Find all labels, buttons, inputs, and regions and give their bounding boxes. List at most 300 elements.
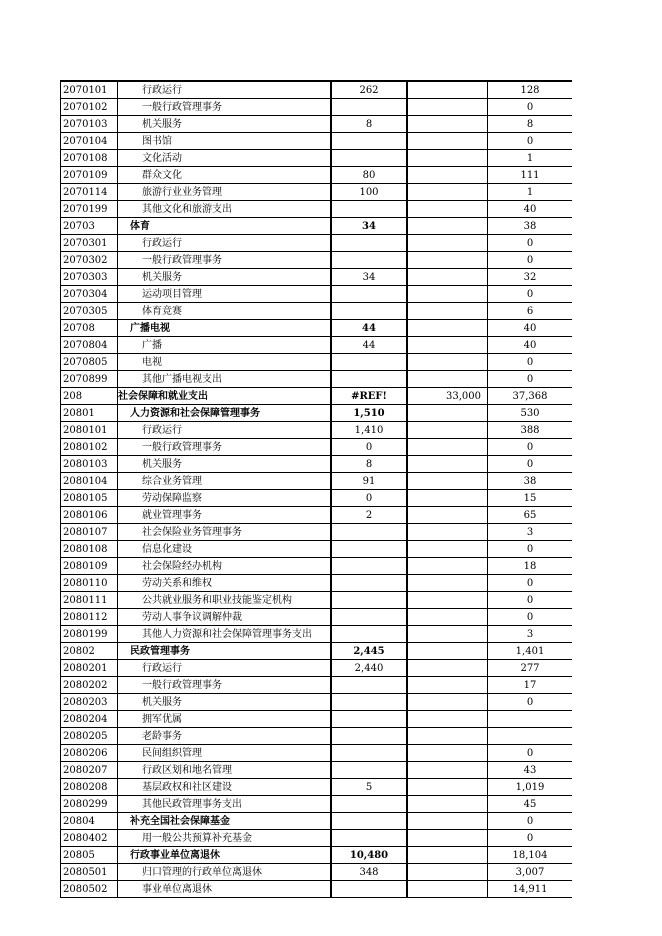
value-cell-1[interactable]: 34	[331, 218, 407, 235]
value-cell-3[interactable]: 128	[488, 81, 573, 99]
name-cell[interactable]	[118, 371, 332, 388]
code-cell[interactable]: 2080108	[61, 541, 118, 558]
table-row	[61, 371, 573, 388]
name-cell[interactable]	[118, 337, 332, 354]
name-cell[interactable]	[118, 422, 332, 439]
value-cell-3[interactable]: 40	[488, 201, 573, 218]
value-cell-1[interactable]: #REF!	[331, 388, 407, 405]
value-cell-3[interactable]: 0	[488, 694, 573, 711]
code-cell[interactable]: 2080299	[61, 796, 118, 813]
value-cell-3[interactable]: 0	[488, 286, 573, 303]
table-row	[61, 269, 573, 286]
value-cell-2[interactable]	[407, 456, 488, 473]
code-cell[interactable]: 2080105	[61, 490, 118, 507]
value-cell-2[interactable]	[407, 592, 488, 609]
name-cell[interactable]	[118, 592, 332, 609]
value-cell-1[interactable]	[331, 881, 407, 898]
value-cell-1[interactable]	[331, 677, 407, 694]
name-cell[interactable]	[118, 609, 332, 626]
code-cell[interactable]: 2070199	[61, 201, 118, 218]
value-cell-3[interactable]: 0	[488, 830, 573, 847]
name-cell[interactable]	[118, 575, 332, 592]
name-cell[interactable]	[118, 779, 332, 796]
name-cell[interactable]	[118, 99, 332, 116]
value-cell-1[interactable]: 262	[331, 81, 407, 99]
value-cell-3[interactable]: 1	[488, 184, 573, 201]
value-cell-1[interactable]: 44	[331, 337, 407, 354]
value-cell-1[interactable]: 0	[331, 439, 407, 456]
value-cell-1[interactable]: 91	[331, 473, 407, 490]
value-cell-3[interactable]: 277	[488, 660, 573, 677]
value-cell-3[interactable]: 3	[488, 626, 573, 643]
value-cell-1[interactable]: 8	[331, 116, 407, 133]
name-cell[interactable]	[118, 864, 332, 881]
item-name-text: 一般行政管理事务	[142, 254, 222, 266]
item-name-text: 民间组织管理	[142, 747, 202, 759]
name-cell[interactable]	[118, 558, 332, 575]
value-cell-2[interactable]	[407, 150, 488, 167]
item-name-text: 一般行政管理事务	[142, 679, 222, 691]
table-row	[61, 320, 573, 337]
item-name-text: 民政管理事务	[130, 645, 190, 657]
value-cell-3[interactable]: 43	[488, 762, 573, 779]
value-cell-3[interactable]: 0	[488, 541, 573, 558]
name-cell[interactable]	[118, 133, 332, 150]
value-cell-2[interactable]	[407, 303, 488, 320]
name-cell[interactable]	[118, 235, 332, 252]
value-cell-2[interactable]	[407, 184, 488, 201]
code-cell[interactable]: 2070114	[61, 184, 118, 201]
code-cell[interactable]: 2070109	[61, 167, 118, 184]
code-cell[interactable]: 20802	[61, 643, 118, 660]
code-cell[interactable]: 2070108	[61, 150, 118, 167]
value-cell-2[interactable]	[407, 286, 488, 303]
code-cell[interactable]: 2070899	[61, 371, 118, 388]
value-cell-1[interactable]	[331, 133, 407, 150]
value-cell-2[interactable]	[407, 762, 488, 779]
code-cell[interactable]: 2080208	[61, 779, 118, 796]
value-cell-3[interactable]: 0	[488, 745, 573, 762]
item-name-text: 老龄事务	[142, 730, 182, 742]
code-cell[interactable]: 2070305	[61, 303, 118, 320]
value-cell-2[interactable]	[407, 337, 488, 354]
value-cell-3[interactable]: 40	[488, 320, 573, 337]
value-cell-1[interactable]: 80	[331, 167, 407, 184]
code-cell[interactable]: 2080104	[61, 473, 118, 490]
value-cell-2[interactable]	[407, 609, 488, 626]
item-name-text: 拥军优属	[142, 713, 182, 725]
code-cell[interactable]: 20708	[61, 320, 118, 337]
value-cell-3[interactable]: 14,911	[488, 881, 573, 898]
table-row	[61, 626, 573, 643]
value-cell-3[interactable]: 8	[488, 116, 573, 133]
value-cell-1[interactable]	[331, 558, 407, 575]
value-cell-3[interactable]: 45	[488, 796, 573, 813]
value-cell-1[interactable]	[331, 235, 407, 252]
item-name-text: 行政运行	[142, 424, 182, 436]
code-cell[interactable]: 2070301	[61, 235, 118, 252]
code-cell[interactable]: 2080110	[61, 575, 118, 592]
value-cell-3[interactable]: 0	[488, 133, 573, 150]
value-cell-1[interactable]: 8	[331, 456, 407, 473]
value-cell-1[interactable]	[331, 354, 407, 371]
value-cell-2[interactable]	[407, 541, 488, 558]
code-cell[interactable]: 2070101	[61, 81, 118, 99]
name-cell[interactable]	[118, 643, 332, 660]
item-name-text: 机关服务	[142, 271, 182, 283]
value-cell-3[interactable]: 0	[488, 575, 573, 592]
code-cell[interactable]: 2080101	[61, 422, 118, 439]
code-cell[interactable]: 2070804	[61, 337, 118, 354]
value-cell-3[interactable]: 0	[488, 235, 573, 252]
value-cell-2[interactable]	[407, 524, 488, 541]
item-name-text: 其他广播电视支出	[142, 373, 222, 385]
value-cell-1[interactable]	[331, 694, 407, 711]
name-cell[interactable]	[118, 184, 332, 201]
code-cell[interactable]: 208	[61, 388, 118, 405]
value-cell-2[interactable]	[407, 133, 488, 150]
value-cell-2[interactable]	[407, 558, 488, 575]
item-name-text: 其他人力资源和社会保障管理事务支出	[142, 628, 312, 640]
value-cell-3[interactable]	[488, 711, 573, 728]
table-row	[61, 252, 573, 269]
table-row	[61, 711, 573, 728]
value-cell-3[interactable]: 0	[488, 439, 573, 456]
value-cell-1[interactable]	[331, 150, 407, 167]
code-cell[interactable]: 2080112	[61, 609, 118, 626]
value-cell-1[interactable]	[331, 575, 407, 592]
item-name-text: 文化活动	[142, 152, 182, 164]
value-cell-1[interactable]	[331, 252, 407, 269]
code-cell[interactable]: 2080111	[61, 592, 118, 609]
item-name-text: 机关服务	[142, 458, 182, 470]
name-cell[interactable]	[118, 524, 332, 541]
table-row	[61, 881, 573, 898]
value-cell-3[interactable]: 15	[488, 490, 573, 507]
value-cell-1[interactable]	[331, 745, 407, 762]
value-cell-3[interactable]: 32	[488, 269, 573, 286]
name-cell[interactable]	[118, 796, 332, 813]
value-cell-1[interactable]: 2,445	[331, 643, 407, 660]
item-name-text: 机关服务	[142, 118, 182, 130]
code-cell[interactable]: 2080106	[61, 507, 118, 524]
value-cell-2[interactable]	[407, 745, 488, 762]
table-row	[61, 116, 573, 133]
item-name-text: 群众文化	[142, 169, 182, 181]
name-cell[interactable]	[118, 762, 332, 779]
value-cell-3[interactable]: 0	[488, 592, 573, 609]
name-cell[interactable]	[118, 405, 332, 422]
value-cell-1[interactable]: 34	[331, 269, 407, 286]
code-cell[interactable]: 2080501	[61, 864, 118, 881]
value-cell-3[interactable]: 3,007	[488, 864, 573, 881]
code-cell[interactable]: 2080203	[61, 694, 118, 711]
value-cell-2[interactable]	[407, 201, 488, 218]
name-cell[interactable]	[118, 439, 332, 456]
item-name-text: 广播	[142, 339, 162, 351]
item-name-text: 劳动保障监察	[142, 492, 202, 504]
value-cell-3[interactable]: 38	[488, 473, 573, 490]
value-cell-2[interactable]	[407, 643, 488, 660]
value-cell-3[interactable]: 0	[488, 354, 573, 371]
table-row	[61, 456, 573, 473]
value-cell-1[interactable]	[331, 371, 407, 388]
name-cell[interactable]	[118, 354, 332, 371]
code-cell[interactable]: 2080204	[61, 711, 118, 728]
item-name-text: 补充全国社会保障基金	[130, 815, 230, 827]
table-row	[61, 575, 573, 592]
value-cell-2[interactable]	[407, 116, 488, 133]
code-cell[interactable]: 20801	[61, 405, 118, 422]
table-row	[61, 354, 573, 371]
value-cell-1[interactable]	[331, 286, 407, 303]
code-cell[interactable]: 2070103	[61, 116, 118, 133]
table-row	[61, 405, 573, 422]
code-cell[interactable]: 2080402	[61, 830, 118, 847]
value-cell-2[interactable]	[407, 218, 488, 235]
table-row	[61, 847, 573, 864]
item-name-text: 归口管理的行政单位离退休	[142, 866, 262, 878]
name-cell[interactable]	[118, 626, 332, 643]
table-row	[61, 762, 573, 779]
name-cell[interactable]	[118, 745, 332, 762]
value-cell-1[interactable]	[331, 711, 407, 728]
table-row	[61, 813, 573, 830]
value-cell-1[interactable]: 1,510	[331, 405, 407, 422]
code-cell[interactable]: 2080206	[61, 745, 118, 762]
value-cell-3[interactable]	[488, 728, 573, 745]
value-cell-3[interactable]: 0	[488, 813, 573, 830]
name-cell[interactable]	[118, 660, 332, 677]
value-cell-2[interactable]	[407, 864, 488, 881]
value-cell-2[interactable]	[407, 405, 488, 422]
name-cell[interactable]	[118, 490, 332, 507]
code-cell[interactable]: 20805	[61, 847, 118, 864]
name-cell[interactable]	[118, 881, 332, 898]
code-cell[interactable]: 2070302	[61, 252, 118, 269]
value-cell-3[interactable]: 0	[488, 99, 573, 116]
code-cell[interactable]: 2080202	[61, 677, 118, 694]
table-row	[61, 133, 573, 150]
value-cell-2[interactable]	[407, 99, 488, 116]
value-cell-2[interactable]	[407, 847, 488, 864]
name-cell[interactable]	[118, 456, 332, 473]
value-cell-1[interactable]: 100	[331, 184, 407, 201]
value-cell-3[interactable]: 111	[488, 167, 573, 184]
value-cell-2[interactable]	[407, 320, 488, 337]
value-cell-3[interactable]: 1	[488, 150, 573, 167]
table-row	[61, 830, 573, 847]
value-cell-1[interactable]: 2,440	[331, 660, 407, 677]
value-cell-2[interactable]	[407, 167, 488, 184]
value-cell-3[interactable]: 40	[488, 337, 573, 354]
code-cell[interactable]: 2070303	[61, 269, 118, 286]
name-cell[interactable]	[118, 81, 332, 99]
code-cell[interactable]: 2070304	[61, 286, 118, 303]
value-cell-2[interactable]	[407, 694, 488, 711]
value-cell-2[interactable]	[407, 235, 488, 252]
name-cell[interactable]	[118, 830, 332, 847]
table-row	[61, 643, 573, 660]
table-row	[61, 507, 573, 524]
value-cell-1[interactable]: 348	[331, 864, 407, 881]
code-cell[interactable]: 20804	[61, 813, 118, 830]
value-cell-3[interactable]: 0	[488, 609, 573, 626]
item-name-text: 行政事业单位离退休	[130, 849, 220, 861]
value-cell-2[interactable]	[407, 490, 488, 507]
code-cell[interactable]: 2080103	[61, 456, 118, 473]
name-cell[interactable]	[118, 694, 332, 711]
item-name-text: 劳动人事争议调解仲裁	[142, 611, 242, 623]
value-cell-3[interactable]: 18	[488, 558, 573, 575]
code-cell[interactable]: 2070102	[61, 99, 118, 116]
value-cell-1[interactable]: 0	[331, 490, 407, 507]
value-cell-1[interactable]: 44	[331, 320, 407, 337]
table-row	[61, 796, 573, 813]
code-cell[interactable]: 2080109	[61, 558, 118, 575]
value-cell-1[interactable]: 2	[331, 507, 407, 524]
table-row	[61, 864, 573, 881]
name-cell[interactable]	[118, 150, 332, 167]
value-cell-1[interactable]	[331, 541, 407, 558]
name-cell[interactable]	[118, 728, 332, 745]
value-cell-3[interactable]: 1,019	[488, 779, 573, 796]
value-cell-1[interactable]	[331, 762, 407, 779]
item-name-text: 一般行政管理事务	[142, 441, 222, 453]
value-cell-3[interactable]: 6	[488, 303, 573, 320]
value-cell-1[interactable]	[331, 728, 407, 745]
value-cell-1[interactable]	[331, 303, 407, 320]
value-cell-3[interactable]: 65	[488, 507, 573, 524]
value-cell-3[interactable]: 388	[488, 422, 573, 439]
value-cell-2[interactable]	[407, 473, 488, 490]
value-cell-3[interactable]: 18,104	[488, 847, 573, 864]
code-cell[interactable]: 2070104	[61, 133, 118, 150]
table-row	[61, 81, 573, 99]
name-cell[interactable]	[118, 320, 332, 337]
value-cell-2[interactable]	[407, 507, 488, 524]
item-name-text: 电视	[142, 356, 162, 368]
value-cell-1[interactable]: 1,410	[331, 422, 407, 439]
value-cell-2[interactable]	[407, 626, 488, 643]
value-cell-2[interactable]	[407, 881, 488, 898]
table-row	[61, 150, 573, 167]
value-cell-2[interactable]	[407, 422, 488, 439]
name-cell[interactable]	[118, 167, 332, 184]
value-cell-2[interactable]	[407, 575, 488, 592]
item-name-text: 广播电视	[130, 322, 170, 334]
value-cell-2[interactable]	[407, 81, 488, 99]
code-cell[interactable]: 2080205	[61, 728, 118, 745]
code-cell[interactable]: 2080107	[61, 524, 118, 541]
item-name-text: 行政运行	[142, 662, 182, 674]
value-cell-3[interactable]: 1,401	[488, 643, 573, 660]
code-cell[interactable]: 2080199	[61, 626, 118, 643]
value-cell-1[interactable]: 10,480	[331, 847, 407, 864]
table-row	[61, 490, 573, 507]
value-cell-1[interactable]	[331, 830, 407, 847]
name-cell[interactable]	[118, 201, 332, 218]
item-name-text: 事业单位离退休	[142, 883, 212, 895]
code-cell[interactable]: 2070805	[61, 354, 118, 371]
value-cell-2[interactable]	[407, 728, 488, 745]
value-cell-2[interactable]	[407, 252, 488, 269]
name-cell[interactable]	[118, 473, 332, 490]
value-cell-3[interactable]: 38	[488, 218, 573, 235]
name-cell[interactable]	[118, 286, 332, 303]
value-cell-2[interactable]	[407, 371, 488, 388]
value-cell-2[interactable]	[407, 796, 488, 813]
item-name-text: 社会保险业务管理事务	[142, 526, 242, 538]
value-cell-1[interactable]	[331, 201, 407, 218]
value-cell-2[interactable]	[407, 813, 488, 830]
code-cell[interactable]: 20703	[61, 218, 118, 235]
name-cell[interactable]	[118, 507, 332, 524]
value-cell-1[interactable]: 5	[331, 779, 407, 796]
table-row	[61, 694, 573, 711]
value-cell-1[interactable]	[331, 626, 407, 643]
value-cell-2[interactable]	[407, 269, 488, 286]
name-cell[interactable]	[118, 303, 332, 320]
value-cell-1[interactable]	[331, 592, 407, 609]
table-row	[61, 218, 573, 235]
item-name-text: 旅游行业业务管理	[142, 186, 222, 198]
item-name-text: 公共就业服务和职业技能鉴定机构	[142, 594, 292, 606]
name-cell[interactable]	[118, 813, 332, 830]
code-cell[interactable]: 2080207	[61, 762, 118, 779]
code-cell[interactable]: 2080102	[61, 439, 118, 456]
name-cell[interactable]	[118, 677, 332, 694]
value-cell-2[interactable]	[407, 677, 488, 694]
code-cell[interactable]: 2080502	[61, 881, 118, 898]
value-cell-1[interactable]	[331, 813, 407, 830]
name-cell[interactable]	[118, 541, 332, 558]
value-cell-3[interactable]: 0	[488, 456, 573, 473]
value-cell-3[interactable]: 530	[488, 405, 573, 422]
value-cell-1[interactable]	[331, 99, 407, 116]
value-cell-2[interactable]	[407, 779, 488, 796]
value-cell-1[interactable]	[331, 796, 407, 813]
name-cell[interactable]	[118, 116, 332, 133]
item-name-text: 综合业务管理	[142, 475, 202, 487]
code-cell[interactable]: 2080201	[61, 660, 118, 677]
value-cell-3[interactable]: 0	[488, 252, 573, 269]
name-cell[interactable]	[118, 269, 332, 286]
value-cell-3[interactable]: 3	[488, 524, 573, 541]
value-cell-1[interactable]	[331, 524, 407, 541]
name-cell[interactable]	[118, 847, 332, 864]
name-cell[interactable]	[118, 252, 332, 269]
value-cell-2[interactable]	[407, 439, 488, 456]
value-cell-3[interactable]: 0	[488, 371, 573, 388]
table-row	[61, 337, 573, 354]
item-name-text: 行政区划和地名管理	[142, 764, 232, 776]
name-cell[interactable]	[118, 388, 332, 405]
name-cell[interactable]	[118, 218, 332, 235]
value-cell-1[interactable]	[331, 609, 407, 626]
table-row	[61, 388, 573, 405]
name-cell[interactable]	[118, 711, 332, 728]
value-cell-2[interactable]	[407, 354, 488, 371]
item-name-text: 基层政权和社区建设	[142, 781, 232, 793]
item-name-text: 其他民政管理事务支出	[142, 798, 242, 810]
value-cell-2[interactable]: 33,000	[407, 388, 488, 405]
value-cell-2[interactable]	[407, 711, 488, 728]
value-cell-3[interactable]: 37,368	[488, 388, 573, 405]
value-cell-2[interactable]	[407, 830, 488, 847]
value-cell-2[interactable]	[407, 660, 488, 677]
value-cell-3[interactable]: 17	[488, 677, 573, 694]
